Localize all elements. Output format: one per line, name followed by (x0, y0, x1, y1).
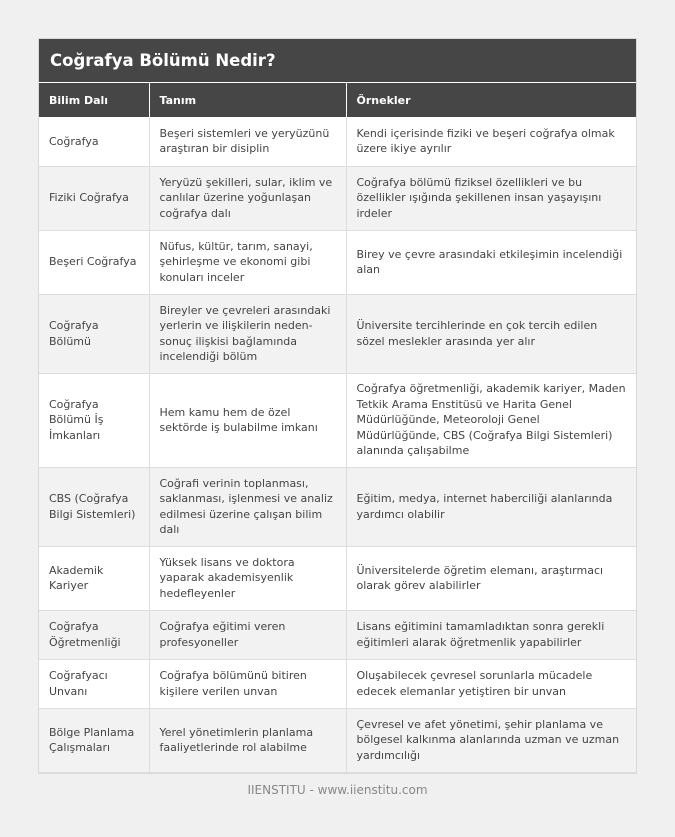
table-row (39, 373, 636, 467)
cell-ornekler: Birey ve çevre arasındaki etkileşimin incelendiği alan (346, 230, 636, 294)
cell-tanim: Coğrafya bölümünü bitiren kişilere verilen unvan (149, 659, 346, 708)
cell-tanim: Yüksek lisans ve doktora yaparak akademisyenlik hedefleyenler (149, 546, 346, 610)
cell-ornekler: Üniversite tercihlerinde en çok tercih edilen sözel meslekler arasında yer alır (346, 294, 636, 373)
cell-tanim: Bireyler ve çevreleri arasındaki yerlerin ve ilişkilerin neden-sonuç ilişkisi bağlamında incelendiği bölüm (149, 294, 346, 373)
cell-ornekler: Üniversitelerde öğretim elemanı, araştırmacı olarak görev alabilirler (346, 546, 636, 610)
table-row (39, 708, 636, 772)
column-header-bilim-dali: Bilim Dalı (39, 83, 149, 117)
cell-bilim-dali: Beşeri Coğrafya (39, 230, 149, 294)
cell-bilim-dali: Coğrafya Öğretmenliği (39, 610, 149, 659)
header-row (39, 83, 636, 117)
cell-tanim: Nüfus, kültür, tarım, sanayi, şehirleşme ve ekonomi gibi konuları inceler (149, 230, 346, 294)
table-row (39, 610, 636, 659)
table-card (38, 38, 637, 774)
footer-credit: IIENSTITU - www.iienstitu.com (247, 783, 428, 797)
cell-tanim: Hem kamu hem de özel sektörde iş bulabilme imkanı (149, 373, 346, 467)
cell-ornekler: Çevresel ve afet yönetimi, şehir planlama ve bölgesel kalkınma alanlarında uzman ve uzman yardımcılığı (346, 708, 636, 772)
cell-bilim-dali: Coğrafya Bölümü İş İmkanları (39, 373, 149, 467)
column-header-ornekler: Örnekler (346, 83, 636, 117)
data-table (39, 83, 636, 773)
table-row (39, 294, 636, 373)
cell-bilim-dali: Fiziki Coğrafya (39, 166, 149, 230)
cell-bilim-dali: Coğrafya Bölümü (39, 294, 149, 373)
cell-tanim: Coğrafya eğitimi veren profesyoneller (149, 610, 346, 659)
cell-tanim: Beşeri sistemleri ve yeryüzünü araştıran bir disiplin (149, 117, 346, 166)
cell-bilim-dali: Akademik Kariyer (39, 546, 149, 610)
table-title: Coğrafya Bölümü Nedir? (39, 39, 636, 83)
table-row (39, 230, 636, 294)
table-row (39, 467, 636, 546)
table-row (39, 117, 636, 166)
cell-ornekler: Coğrafya bölümü fiziksel özellikleri ve bu özellikler ışığında şekillenen insan yaşayışını irdeler (346, 166, 636, 230)
cell-ornekler: Eğitim, medya, internet haberciliği alanlarında yardımcı olabilir (346, 467, 636, 546)
cell-ornekler: Coğrafya öğretmenliği, akademik kariyer, Maden Tetkik Arama Enstitüsü ve Harita Genel Müdürlüğünde, Meteoroloji Genel Müdürlüğünde, CBS (Coğrafya Bilgi Sistemleri) alanında çalışabilme (346, 373, 636, 467)
cell-bilim-dali: CBS (Coğrafya Bilgi Sistemleri) (39, 467, 149, 546)
cell-bilim-dali: Coğrafyacı Unvanı (39, 659, 149, 708)
cell-ornekler: Oluşabilecek çevresel sorunlarla mücadele edecek elemanlar yetiştiren bir unvan (346, 659, 636, 708)
cell-tanim: Coğrafi verinin toplanması, saklanması, işlenmesi ve analiz edilmesi üzerine çalışan bilim dalı (149, 467, 346, 546)
table-row (39, 546, 636, 610)
table-row (39, 166, 636, 230)
cell-bilim-dali: Coğrafya (39, 117, 149, 166)
cell-tanim: Yeryüzü şekilleri, sular, iklim ve canlılar üzerine yoğunlaşan coğrafya dalı (149, 166, 346, 230)
cell-ornekler: Lisans eğitimini tamamladıktan sonra gerekli eğitimleri alarak öğretmenlik yapabilirler (346, 610, 636, 659)
cell-ornekler: Kendi içerisinde fiziki ve beşeri coğrafya olmak üzere ikiye ayrılır (346, 117, 636, 166)
cell-tanim: Yerel yönetimlerin planlama faaliyetlerinde rol alabilme (149, 708, 346, 772)
column-header-tanim: Tanım (149, 83, 346, 117)
cell-bilim-dali: Bölge Planlama Çalışmaları (39, 708, 149, 772)
table-row (39, 659, 636, 708)
